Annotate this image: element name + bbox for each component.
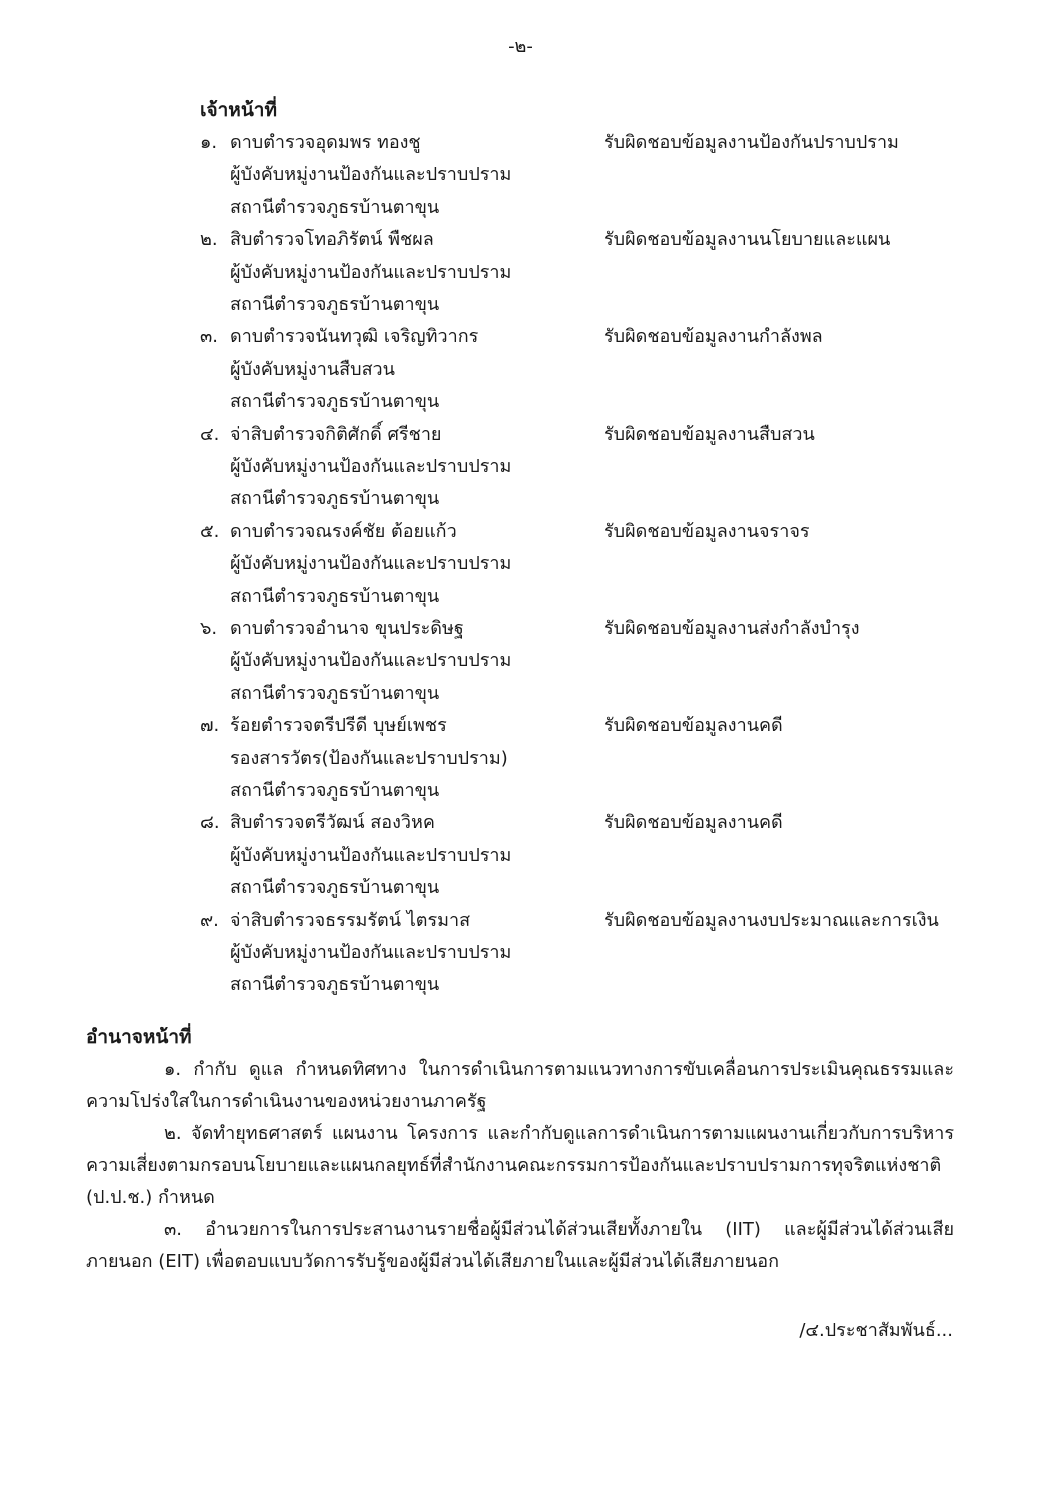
officer-position: ผู้บังคับหมู่งานสืบสวน	[230, 358, 395, 380]
officer-item	[200, 519, 960, 616]
officer-item	[200, 130, 960, 227]
officer-position: ผู้บังคับหมู่งานป้องกันและปราบปราม	[230, 941, 512, 963]
officer-number: ๓.	[200, 326, 219, 348]
officer-item	[200, 713, 960, 810]
officer-responsibility: รับผิดชอบข้อมูลงานป้องกันปราบปราม	[604, 132, 899, 153]
continuation-note: /๔.ประชาสัมพันธ์...	[799, 1320, 953, 1341]
officer-station: สถานีตำรวจภูธรบ้านตาขุน	[230, 585, 440, 607]
officer-responsibility: รับผิดชอบข้อมูลงานนโยบายและแผน	[604, 229, 891, 251]
officer-number: ๗.	[200, 715, 220, 737]
officer-item	[200, 810, 960, 907]
officer-station: สถานีตำรวจภูธรบ้านตาขุน	[230, 488, 440, 510]
officer-number: ๔.	[200, 423, 220, 445]
page-number: -๒-	[508, 36, 533, 57]
officer-position: ผู้บังคับหมู่งานป้องกันและปราบปราม	[230, 553, 512, 575]
officer-name: จ่าสิบตำรวจกิติศักดิ์ ศรีชาย	[230, 423, 442, 445]
officer-position: ผู้บังคับหมู่งานป้องกันและปราบปราม	[230, 844, 512, 866]
officer-item	[200, 324, 960, 421]
officer-position: ผู้บังคับหมู่งานป้องกันและปราบปราม	[230, 455, 512, 477]
officer-station: สถานีตำรวจภูธรบ้านตาขุน	[230, 293, 440, 315]
officer-name: จ่าสิบตำรวจธรรมรัตน์ ไตรมาส	[230, 909, 471, 931]
officer-item	[200, 422, 960, 519]
officer-responsibility: รับผิดชอบข้อมูลงานสืบสวน	[604, 423, 815, 445]
officer-name: ดาบตำรวจณรงค์ชัย ต้อยแก้ว	[230, 520, 457, 542]
officer-responsibility: รับผิดชอบข้อมูลงานจราจร	[604, 520, 810, 542]
officer-position: รองสารวัตร(ป้องกันและปราบปราม)	[230, 747, 508, 769]
officer-number: ๘.	[200, 812, 220, 834]
officer-item	[200, 616, 960, 713]
officer-list	[200, 130, 960, 1005]
officer-station: สถานีตำรวจภูธรบ้านตาขุน	[230, 682, 440, 704]
officer-name: ดาบตำรวจอำนาจ ขุนประดิษฐ	[230, 617, 464, 639]
officer-item	[200, 227, 960, 324]
officer-station: สถานีตำรวจภูธรบ้านตาขุน	[230, 877, 440, 899]
officer-name: สิบตำรวจตรีวัฒน์ สองวิหค	[230, 812, 435, 834]
officer-station: สถานีตำรวจภูธรบ้านตาขุน	[230, 779, 440, 801]
officer-name: ร้อยตำรวจตรีปรีดี บุษย์เพชร	[230, 715, 447, 737]
officer-position: ผู้บังคับหมู่งานป้องกันและปราบปราม	[230, 650, 512, 672]
officer-responsibility: รับผิดชอบข้อมูลงานกำลังพล	[604, 326, 823, 348]
officer-position: ผู้บังคับหมู่งานป้องกันและปราบปราม	[230, 164, 512, 186]
officer-number: ๑.	[200, 132, 218, 153]
officer-station: สถานีตำรวจภูธรบ้านตาขุน	[230, 196, 440, 218]
officer-responsibility: รับผิดชอบข้อมูลงานคดี	[604, 812, 783, 834]
officer-number: ๙.	[200, 909, 219, 931]
officer-item	[200, 908, 960, 1005]
officer-number: ๒.	[200, 229, 218, 251]
officer-station: สถานีตำรวจภูธรบ้านตาขุน	[230, 391, 440, 413]
officer-name: ดาบตำรวจอุดมพร ทองชู	[230, 132, 421, 153]
duty-paragraph: ๑. กำกับ ดูแล กำหนดทิศทาง ในการดำเนินการตามแนวทางการขับเคลื่อนการประเมินคุณธรรมและความโปร่งใสในการดำเนินงานของหน่วยงานภาครัฐ	[86, 1059, 954, 1112]
officer-position: ผู้บังคับหมู่งานป้องกันและปราบปราม	[230, 261, 512, 283]
officer-responsibility: รับผิดชอบข้อมูลงานส่งกำลังบำรุง	[604, 617, 860, 639]
officers-heading: เจ้าหน้าที่	[200, 99, 278, 121]
officer-responsibility: รับผิดชอบข้อมูลงานคดี	[604, 715, 783, 737]
officer-station: สถานีตำรวจภูธรบ้านตาขุน	[230, 974, 440, 996]
officer-number: ๕.	[200, 520, 220, 542]
duty-paragraph: ๒. จัดทำยุทธศาสตร์ แผนงาน โครงการ และกำกับดูแลการดำเนินการตามแผนงานเกี่ยวกับการบริหารความเสี่ยงตามกรอบนโยบายและแผนกลยุทธ์ที่สำนักงานคณะกรรมการป้องกันและปราบปรามการทุจริตแห่งชาติ (ป.ป.ช.) กำหนด	[86, 1123, 954, 1208]
officer-responsibility: รับผิดชอบข้อมูลงานงบประมาณและการเงิน	[604, 909, 939, 931]
duty-paragraph: ๓. อำนวยการในการประสานงานรายชื่อผู้มีส่วนได้ส่วนเสียทั้งภายใน (IIT) และผู้มีส่วนได้ส่วนเสียภายนอก (EIT) เพื่อตอบแบบวัดการรับรู้ของผู้มีส่วนได้เสียภายในและผู้มีส่วนได้เสียภายนอก	[86, 1219, 954, 1272]
officer-number: ๖.	[200, 617, 218, 639]
officer-name: ดาบตำรวจนันทวุฒิ เจริญทิวากร	[230, 326, 479, 348]
officer-name: สิบตำรวจโทอภิรัตน์ พืชผล	[230, 229, 434, 251]
duties-heading: อำนาจหน้าที่	[86, 1026, 192, 1048]
